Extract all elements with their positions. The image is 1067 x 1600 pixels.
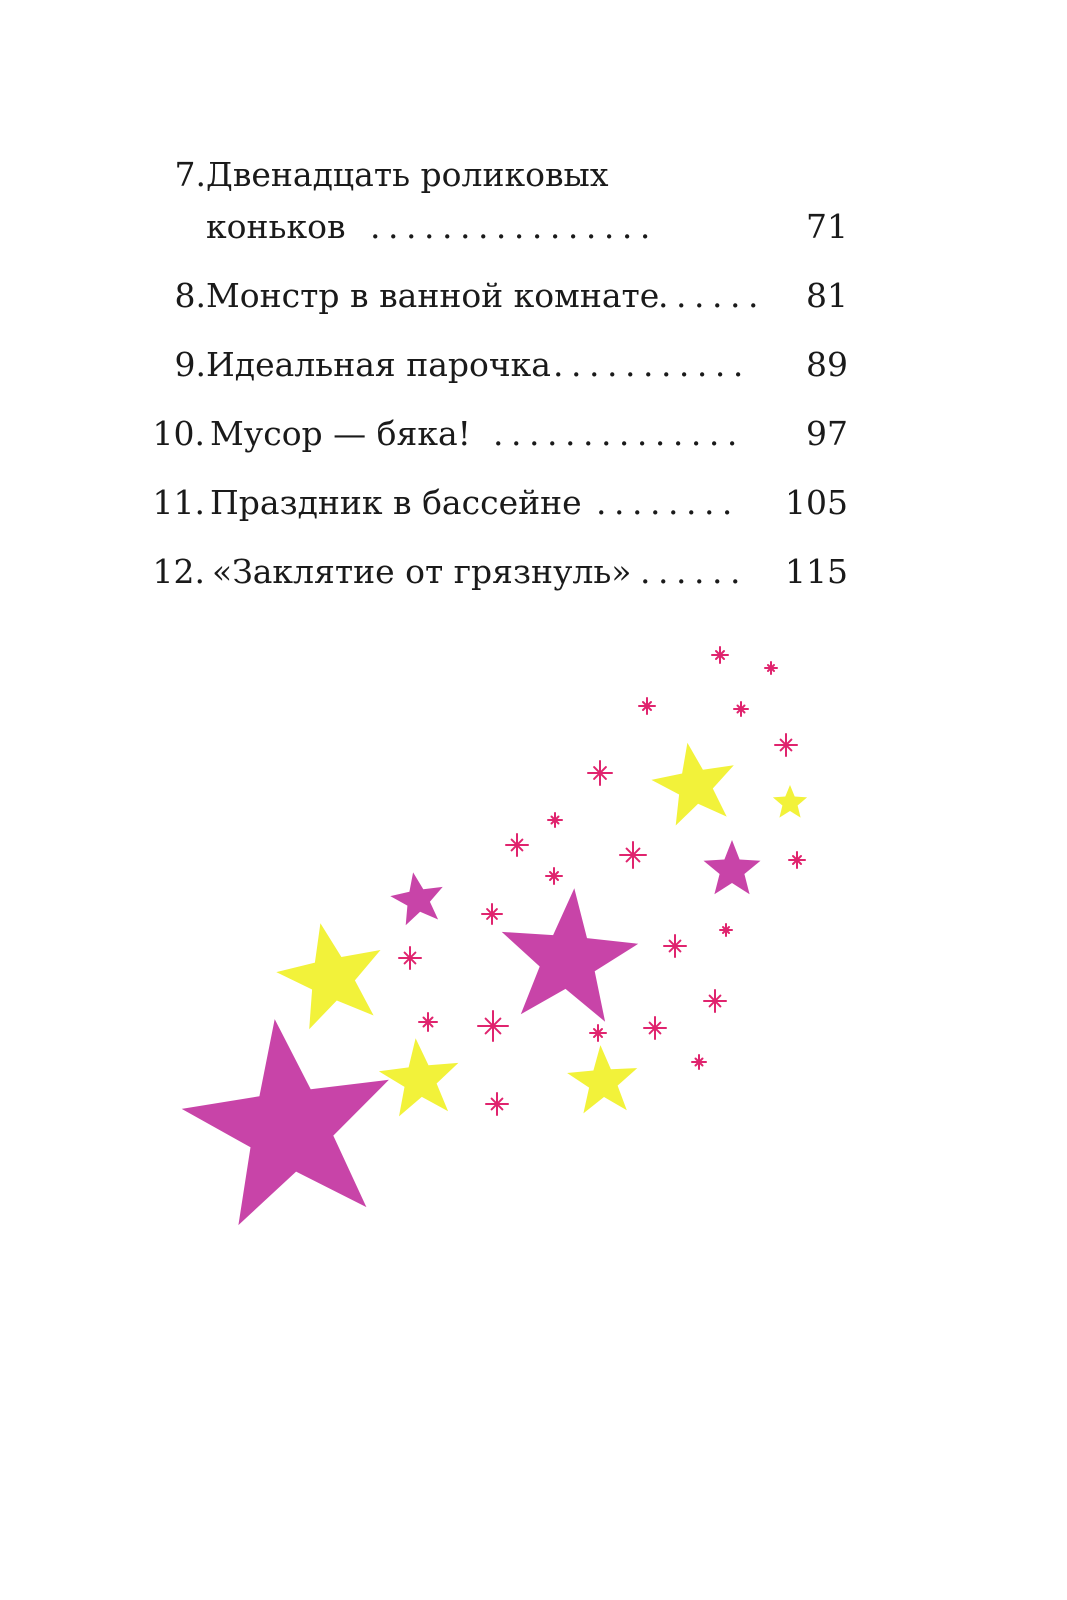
toc-number: 7. [174, 155, 206, 194]
sparkle-icon [639, 698, 655, 714]
toc-page-number: 71 [806, 207, 848, 246]
sparkle-icon [664, 935, 686, 957]
sparkle-icon [590, 1025, 606, 1041]
sparkle-icon [704, 990, 726, 1012]
sparkle-icon [620, 842, 646, 868]
sparkle-icon [419, 1013, 437, 1031]
toc-leader-dots: .............. [493, 414, 745, 453]
toc-leader-dots: ...... [640, 552, 748, 591]
toc-leader-dots: ........ [596, 483, 740, 522]
toc-entry-7[interactable] [148, 150, 848, 200]
sparkle-icon [789, 852, 805, 868]
toc-title: Монстр в ванной комнате [206, 276, 660, 315]
toc-leader-dots: ................ [370, 207, 658, 246]
toc-number: 12. [152, 552, 205, 591]
magenta-star-icon [182, 1019, 389, 1225]
sparkle-icon [765, 662, 777, 674]
sparkle-icon [588, 761, 612, 785]
yellow-star-icon [651, 743, 733, 826]
toc-entry-12[interactable] [148, 547, 848, 597]
yellow-star-icon [567, 1045, 637, 1113]
magenta-star-icon [704, 840, 761, 894]
toc-entry-9[interactable] [148, 340, 848, 390]
toc-title-line2: коньков [206, 207, 346, 246]
sparkle-icon [720, 924, 732, 936]
toc-page-number: 89 [806, 345, 848, 384]
toc-page-number: 105 [785, 483, 848, 522]
toc-number: 9. [174, 345, 206, 384]
toc-leader-dots: ...... [658, 276, 766, 315]
yellow-star-icon [379, 1038, 459, 1116]
sparkle-icon [486, 1093, 508, 1115]
magenta-star-icon [390, 872, 442, 925]
toc-entry-8[interactable] [148, 271, 848, 321]
sparkle-icon [712, 647, 728, 663]
stars-illustration [0, 640, 1067, 1260]
sparkle-icon [506, 834, 528, 856]
toc-title: Праздник в бассейне [210, 483, 582, 522]
toc-title: «Заклятие от грязнуль» [212, 552, 632, 591]
yellow-star-icon [276, 923, 380, 1029]
toc-entry-11[interactable] [148, 478, 848, 528]
toc-title: Мусор — бяка! [210, 414, 471, 453]
toc-leader-dots: ........... [553, 345, 751, 384]
toc-title-line1: Двенадцать роликовых [206, 155, 609, 194]
sparkle-icon [692, 1055, 706, 1069]
sparkle-icon [548, 813, 562, 827]
toc-number: 11. [152, 483, 205, 522]
sparkle-icon [546, 868, 562, 884]
toc-page-number: 115 [785, 552, 848, 591]
sparkle-icon [734, 702, 748, 716]
toc-entry-10[interactable] [148, 409, 848, 459]
toc-number: 10. [152, 414, 205, 453]
sparkle-icon [775, 734, 797, 756]
toc-page-number: 81 [806, 276, 848, 315]
toc-page-number: 97 [806, 414, 848, 453]
yellow-star-icon [773, 785, 807, 818]
sparkle-icon [644, 1017, 666, 1039]
toc-entry-7-line2[interactable] [148, 202, 848, 252]
sparkle-icon [399, 947, 421, 969]
toc-title: Идеальная парочка [206, 345, 551, 384]
toc-number: 8. [174, 276, 206, 315]
sparkle-icon [482, 904, 502, 924]
sparkle-icon [478, 1011, 508, 1041]
magenta-star-icon [502, 888, 639, 1021]
